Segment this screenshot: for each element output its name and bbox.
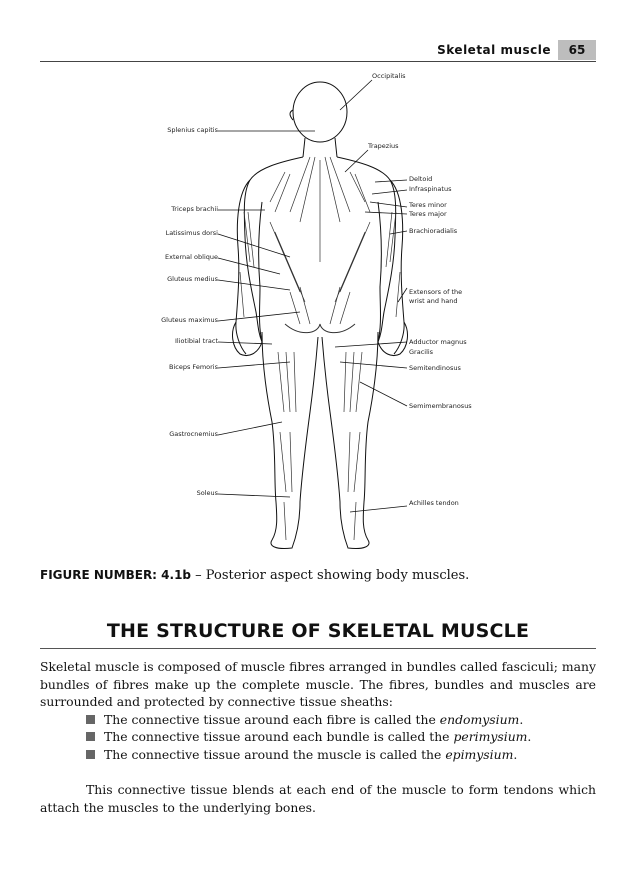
label-extensors-line1: Extensors of the: [409, 288, 463, 296]
list-item: The connective tissue around each bundle is called the perimysium.: [86, 728, 596, 746]
label-triceps-brachii: Triceps brachii: [171, 205, 218, 213]
bullet-square-icon: [86, 715, 95, 724]
label-brachioradialis: Brachioradialis: [409, 227, 458, 235]
label-soleus: Soleus: [196, 489, 218, 497]
sheath-list: [40, 711, 596, 764]
right-hand-outline: [378, 322, 407, 356]
bullet-square-icon: [86, 750, 95, 759]
head-outline: [293, 82, 347, 142]
title-rule: [40, 648, 596, 649]
figure-caption: [40, 568, 469, 583]
term-perimysium: perimysium: [453, 729, 528, 744]
closing-paragraph: This connective tissue blends at each end of the muscle to form tendons which attach the muscles to the underlying bones.: [40, 782, 596, 815]
label-external-oblique: External oblique: [165, 253, 218, 261]
term-endomysium: endomysium: [439, 711, 520, 727]
label-infraspinatus: Infraspinatus: [409, 185, 452, 193]
figure-caption-text: – Posterior aspect showing body muscles.: [191, 568, 470, 583]
body-text: [40, 658, 596, 816]
muscle-striations: [240, 157, 400, 540]
label-teres-minor: Teres minor: [409, 201, 447, 209]
muscle-figure: [0, 62, 638, 562]
leader-lines-left: [218, 131, 315, 497]
page-number: 65: [558, 40, 596, 60]
label-semitendinosus: Semitendinosus: [409, 364, 461, 372]
bullet-square-icon: [86, 732, 95, 741]
page-header: [40, 40, 596, 62]
label-iliotibial-tract: Iliotibial tract: [175, 337, 218, 345]
label-teres-major: Teres major: [409, 210, 447, 218]
label-gastrocnemius: Gastrocnemius: [169, 430, 218, 438]
figure-number: FIGURE NUMBER: 4.1b: [40, 568, 192, 582]
running-title: Skeletal muscle: [437, 43, 551, 57]
label-adductor-magnus: Adductor magnus: [409, 338, 467, 346]
label-latissimus-dorsi: Latissimus dorsi: [165, 229, 218, 237]
section-title: THE STRUCTURE OF SKELETAL MUSCLE: [106, 620, 530, 642]
gluteal-fold: [285, 324, 355, 333]
label-biceps-femoris: Biceps Femoris: [169, 363, 218, 371]
label-achilles-tendon: Achilles tendon: [409, 499, 459, 507]
label-gluteus-maximus: Gluteus maximus: [161, 316, 218, 324]
label-splenius-capitis: Splenius capitis: [167, 126, 218, 134]
label-gluteus-medius: Gluteus medius: [167, 275, 218, 283]
label-occipitalis: Occipitalis: [372, 72, 406, 80]
term-epimysium: epimysium: [445, 746, 514, 762]
left-hand-outline: [233, 322, 262, 356]
label-gracilis: Gracilis: [409, 348, 434, 356]
label-semimembranosus: Semimembranosus: [409, 402, 472, 410]
list-item: The connective tissue around the muscle is called the epimysium.: [86, 746, 596, 764]
label-trapezius: Trapezius: [368, 142, 399, 150]
neck-outline: [303, 138, 337, 157]
body-illustration: [0, 62, 638, 562]
label-extensors-line2: wrist and hand: [409, 297, 458, 305]
list-item: The connective tissue around each fibre is called the endomysium.: [86, 711, 596, 729]
label-deltoid: Deltoid: [409, 175, 433, 183]
intro-paragraph: Skeletal muscle is composed of muscle fibres arranged in bundles called fasciculi; many bundles of fibres make up the complete muscle. The fibres, bundles and muscles are surrounded and protected by connective tissue sheaths:: [40, 659, 596, 709]
